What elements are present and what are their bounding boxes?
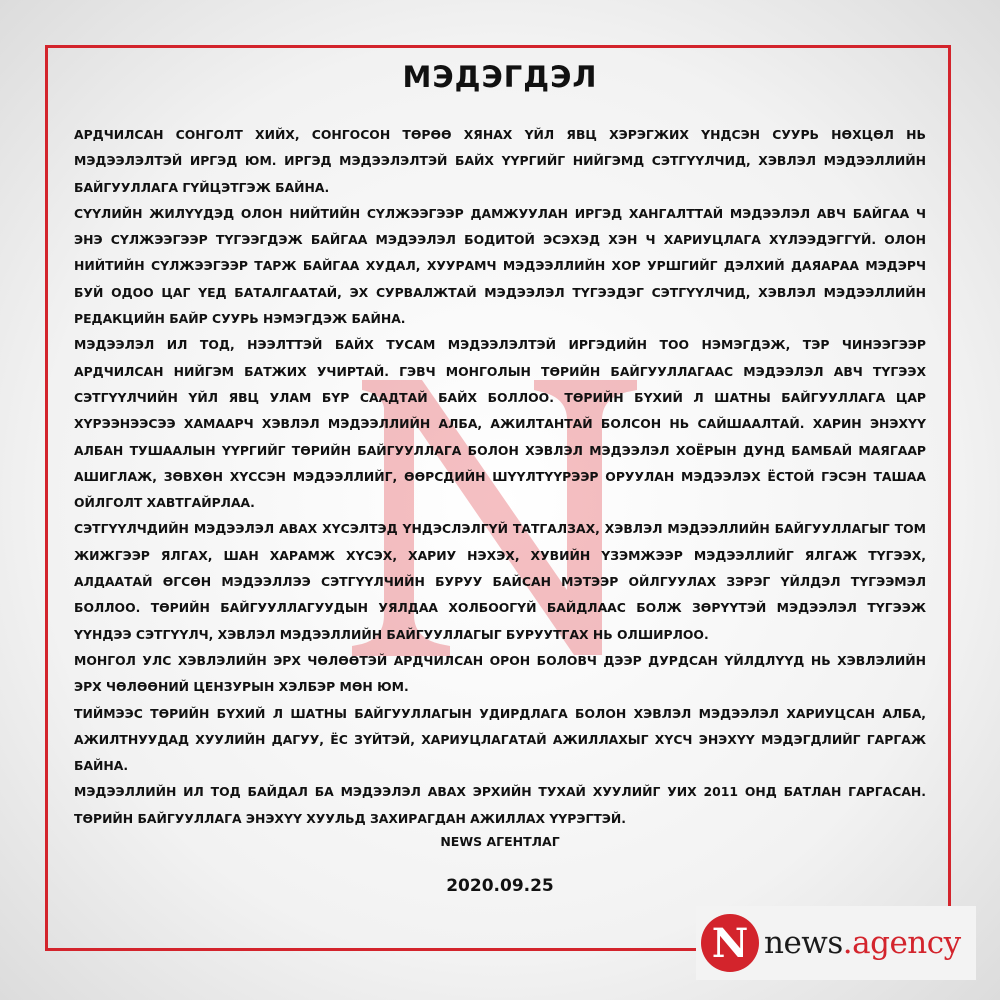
svg-text:N: N: [711, 920, 749, 967]
logo-wordmark: [764, 925, 961, 961]
page-title: МЭДЭГДЭЛ: [402, 60, 598, 94]
paragraph-2: СҮҮЛИЙН ЖИЛҮҮДЭД ОЛОН НИЙТИЙН СҮЛЖЭЭГЭЭР ДАМЖУУЛАН ИРГЭД ХАНГАЛТТАЙ МЭДЭЭЛЭЛ АВЧ БАЙГАА Ч ЭНЭ СҮЛЖЭЭГЭЭР ТҮГЭЭГДЭЖ БАЙГАА МЭДЭЭЛЭЛ БОДИТОЙ ЭСЭХЭД ХЭН Ч ХАРИУЦЛАГА ХҮЛЭЭДЭГГҮЙ. ОЛОН НИЙТИЙН СҮЛЖЭЭГЭЭР ТАРЖ БАЙГАА ХУДАЛ, ХУУРАМЧ МЭДЭЭЛЛИЙН ХОР УРШГИЙГ ДЭЛХИЙ ДАЯАРАА МЭДЭРЧ БУЙ ОДОО ЦАГ ҮЕД БАТАЛГААТАЙ, ЭХ СУРВАЛЖТАЙ МЭДЭЭЛЭЛ ТҮГЭЭДЭГ СЭТГҮҮЛЧИД, ХЭВЛЭЛ МЭДЭЭЛЛИЙН РЕДАКЦИЙН БАЙР СУУРЬ НЭМЭГДЭЖ БАЙНА.: [74, 205, 926, 327]
paragraph-6: ТИЙМЭЭС ТӨРИЙН БҮХИЙ Л ШАТНЫ БАЙГУУЛЛАГЫН УДИРДЛАГА БОЛОН ХЭВЛЭЛ МЭДЭЭЛЭЛ ХАРИУЦСАН АЛБА, АЖИЛТНУУДАД ХУУЛИЙН ДАГУУ, ЁС ЗҮЙТЭЙ, ХАРИУЦЛАГАТАЙ АЖИЛЛАХЫГ ХҮСЧ ЭНЭХҮҮ МЭДЭГДЛИЙГ ГАРГАЖ БАЙНА.: [74, 705, 926, 774]
paragraph-1: АРДЧИЛСАН СОНГОЛТ ХИЙХ, СОНГОСОН ТӨРӨӨ ХЯНАХ ҮЙЛ ЯВЦ ХЭРЭГЖИХ ҮНДСЭН СУУРЬ НӨХЦӨЛ НЬ МЭДЭЭЛЭЛТЭЙ ИРГЭД ЮМ. ИРГЭД МЭДЭЭЛЭЛТЭЙ БАЙХ ҮҮРГИЙГ НИЙГЭМД СЭТГҮҮЛЧИД, ХЭВЛЭЛ МЭДЭЭЛЛИЙН БАЙГУУЛЛАГА ГҮЙЦЭТГЭЖ БАЙНА.: [74, 127, 926, 195]
logo-word-agency: agency: [852, 925, 961, 961]
signature-agency: NEWS АГЕНТЛАГ: [440, 834, 560, 849]
paragraph-7: МЭДЭЭЛЛИЙН ИЛ ТОД БАЙДАЛ БА МЭДЭЭЛЭЛ АВАХ ЭРХИЙН ТУХАЙ ХУУЛИЙГ УИХ 2011 ОНД БАТЛАН ГАРГАСАН. ТӨРИЙН БАЙГУУЛЛАГА ЭНЭХҮҮ ХУУЛЬД ЗАХИРАГДАН АЖИЛЛАХ ҮҮРЭГТЭЙ.: [74, 784, 926, 826]
statement-date: 2020.09.25: [446, 876, 554, 896]
logo-word-news: news: [764, 925, 843, 961]
statement-body: [74, 122, 926, 832]
paragraph-4: СЭТГҮҮЛЧДИЙН МЭДЭЭЛЭЛ АВАХ ХҮСЭЛТЭД ҮНДЭСЛЭЛГҮЙ ТАТГАЛЗАХ, ХЭВЛЭЛ МЭДЭЭЛЛИЙН БАЙГУУЛЛАГЫГ ТОМ ЖИЖГЭЭР ЯЛГАХ, ШАН ХАРАМЖ ХҮСЭХ, ХАРИУ НЭХЭХ, ХУВИЙН ҮЗЭМЖЭЭР МЭДЭЭЛЛИЙГ ЯЛГАЖ ТҮГЭЭХ, АЛДААТАЙ ӨГСӨН МЭДЭЭЛЛЭЭ СЭТГҮҮЛЧИЙН БУРУУ БАЙСАН МЭТЭЭР ОЙЛГУУЛАХ ЗЭРЭГ ҮЙЛДЭЛ ТҮГЭЭМЭЛ БОЛЛОО. ТӨРИЙН БАЙГУУЛЛАГУУДЫН УЯЛДАА ХОЛБООГҮЙ БАЙДЛААС БОЛЖ ЗӨРҮҮТЭЙ МЭДЭЭЛЭЛ ТҮГЭЭЖ ҮҮНДЭЭ СЭТГҮҮЛЧ, ХЭВЛЭЛ МЭДЭЭЛЛИЙН БАЙГУУЛЛАГЫГ БУРУУТГАХ НЬ ОЛШИРЛОО.: [74, 521, 926, 642]
paragraph-3: МЭДЭЭЛЭЛ ИЛ ТОД, НЭЭЛТТЭЙ БАЙХ ТУСАМ МЭДЭЭЛЭЛТЭЙ ИРГЭДИЙН ТОО НЭМЭГДЭЖ, ТЭР ЧИНЭЭГЭЭР АРДЧИЛСАН НИЙГЭМ БАТЖИХ УЧИРТАЙ. ГЭВЧ МОНГОЛЫН ТӨРИЙН БАЙГУУЛЛАГААС МЭДЭЭЛЭЛ АВЧ ТҮГЭЭХ СЭТГҮҮЛЧИЙН ҮЙЛ ЯВЦ УЛАМ БҮР СААДТАЙ БАЙХ БОЛЛОО. ТӨРИЙН БҮХИЙ Л ШАТНЫ БАЙГУУЛЛАГА ЦАР ХҮРЭЭНЭЭСЭЭ ХАМААРЧ ХЭВЛЭЛ МЭДЭЭЛЛИЙН АЛБА, АЖИЛТАНТАЙ БОЛСОН НЬ САЙШААЛТАЙ. ХАРИН ЭНЭХҮҮ АЛБАН ТУШААЛЫН ҮҮРГИЙГ ТӨРИЙН БАЙГУУЛЛАГА БОЛОН ХЭВЛЭЛ МЭДЭЭЛЭЛ ХОЁРЫН ДУНД БАМБАЙ МАЯГААР АШИГЛАЖ, ЗӨВХӨН ХҮССЭН МЭДЭЭЛЛИЙГ, ӨӨРСДИЙН ШҮҮЛТҮҮРЭЭР ОРУУЛАН МЭДЭЭЛЭХ ЁСТОЙ ГЭСЭН ТАШАА ОЙЛГОЛТ ХАВТГАЙРЛАА.: [74, 337, 926, 511]
logo-word-dot: .: [842, 925, 853, 961]
logo-n-icon: [700, 913, 760, 973]
paragraph-5: МОНГОЛ УЛС ХЭВЛЭЛИЙН ЭРХ ЧӨЛӨӨТЭЙ АРДЧИЛСАН ОРОН БОЛОВЧ ДЭЭР ДУРДСАН ҮЙЛДЛҮҮД НЬ ХЭВЛЭЛИЙН ЭРХ ЧӨЛӨӨНИЙ ЦЕНЗУРЫН ХЭЛБЭР МӨН ЮМ.: [74, 652, 926, 695]
news-agency-logo: [696, 906, 976, 980]
